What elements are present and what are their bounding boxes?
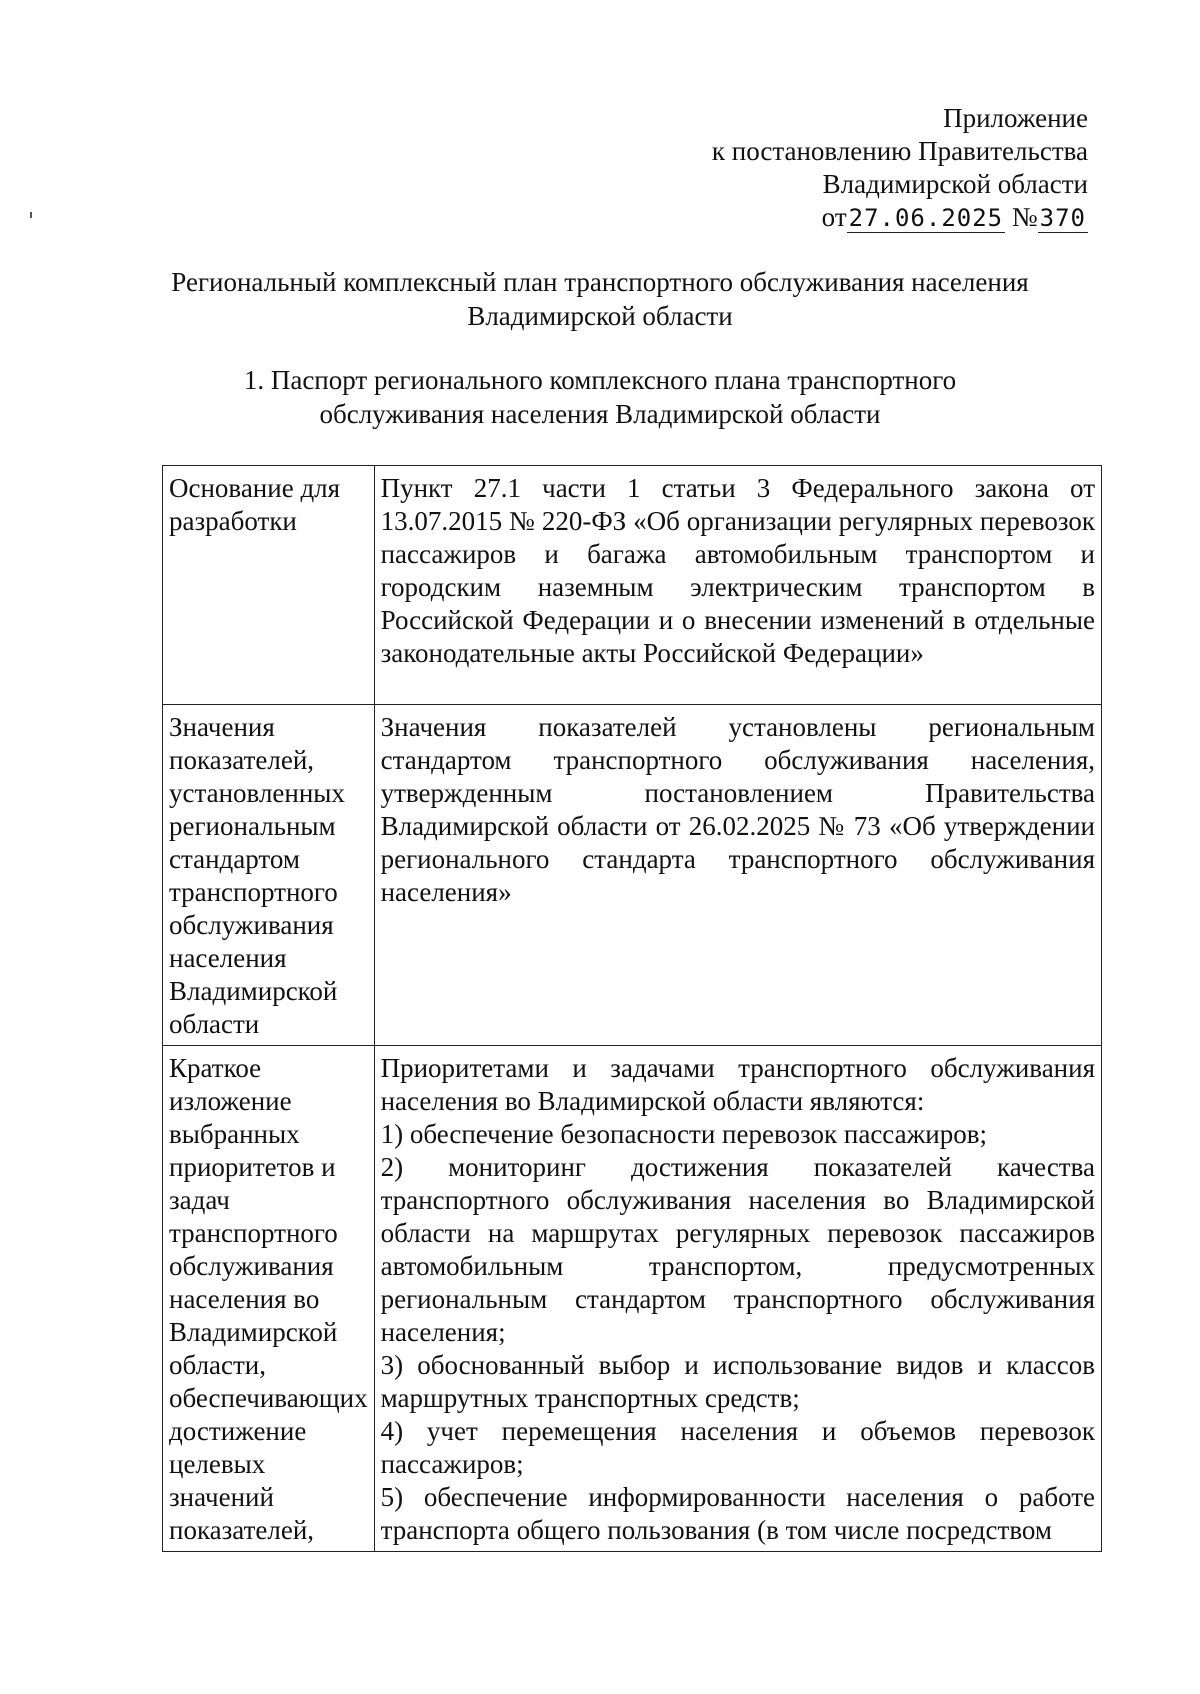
row-value: Пункт 27.1 части 1 статьи 3 Федерального закона от 13.07.2015 № 220-ФЗ «Об организации регулярных перевозок пассажиров и багажа автомобильным транспортом и городским наземным электрическим транспортом в Российской Федерации и о внесении изменений в отдельные законодательные акты Российской Федерации» (374, 466, 1101, 705)
appendix-date-line (712, 201, 1088, 235)
priorities-intro: Приоритетами и задачами транспортного обслуживания населения во Владимирской области являются: (380, 1053, 1095, 1116)
table-row (163, 705, 1102, 1046)
document-title (0, 265, 1200, 333)
decree-number: 370 (1039, 204, 1086, 232)
row-value: Значения показателей установлены региональным стандартом транспортного обслуживания населения, утвержденным постановлением Правительства Владимирской области от 26.02.2025 № 73 «Об утверждении регионального стандарта транспортного обслуживания населения» (374, 705, 1101, 1046)
table-row (163, 1046, 1102, 1552)
row-label: Основание для разработки (163, 466, 375, 705)
date-prefix: от (821, 202, 847, 232)
priority-item: 3) обоснованный выбор и использование видов и классов маршрутных транспортных средств; (380, 1350, 1095, 1413)
appendix-line-1: Приложение (943, 103, 1088, 133)
passport-table (162, 465, 1102, 1552)
appendix-line-2: к постановлению Правительства (711, 136, 1088, 166)
section-title (0, 363, 1200, 431)
row-label: Краткое изложение выбранных приоритетов и задач транспортного обслуживания населения во Владимирской области, обеспечивающих достижение целевых значений показателей, (163, 1046, 375, 1552)
priority-item: 2) мониторинг достижения показателей качества транспортного обслуживания населения во Владимирской области на маршрутах регулярных перевозок пассажиров автомобильным транспортом, предусмотренных региональным стандартом транспортного обслуживания населения; (380, 1152, 1095, 1347)
appendix-line-3: Владимирской области (822, 169, 1088, 199)
row-value (374, 1046, 1101, 1552)
row-label: Значения показателей, установленных региональным стандартом транспортного обслуживания населения Владимирской области (163, 705, 375, 1046)
section-line-1: 1. Паспорт регионального комплексного плана транспортного (243, 365, 957, 395)
scan-artifact (30, 212, 32, 218)
priority-item: 4) учет перемещения населения и объемов перевозок пассажиров; (380, 1416, 1095, 1479)
appendix-header (712, 102, 1088, 235)
table-row (163, 466, 1102, 705)
section-line-2: обслуживания населения Владимирской области (319, 399, 881, 429)
title-line-2: Владимирской области (467, 301, 733, 331)
number-sign: № (1011, 202, 1038, 232)
priority-item: 5) обеспечение информированности населения о работе транспорта общего пользования (в том числе посредством (380, 1482, 1095, 1545)
decree-date: 27.06.2025 (848, 204, 1004, 232)
title-line-1: Региональный комплексный план транспортного обслуживания населения (171, 267, 1029, 297)
priority-item: 1) обеспечение безопасности перевозок пассажиров; (380, 1119, 987, 1149)
